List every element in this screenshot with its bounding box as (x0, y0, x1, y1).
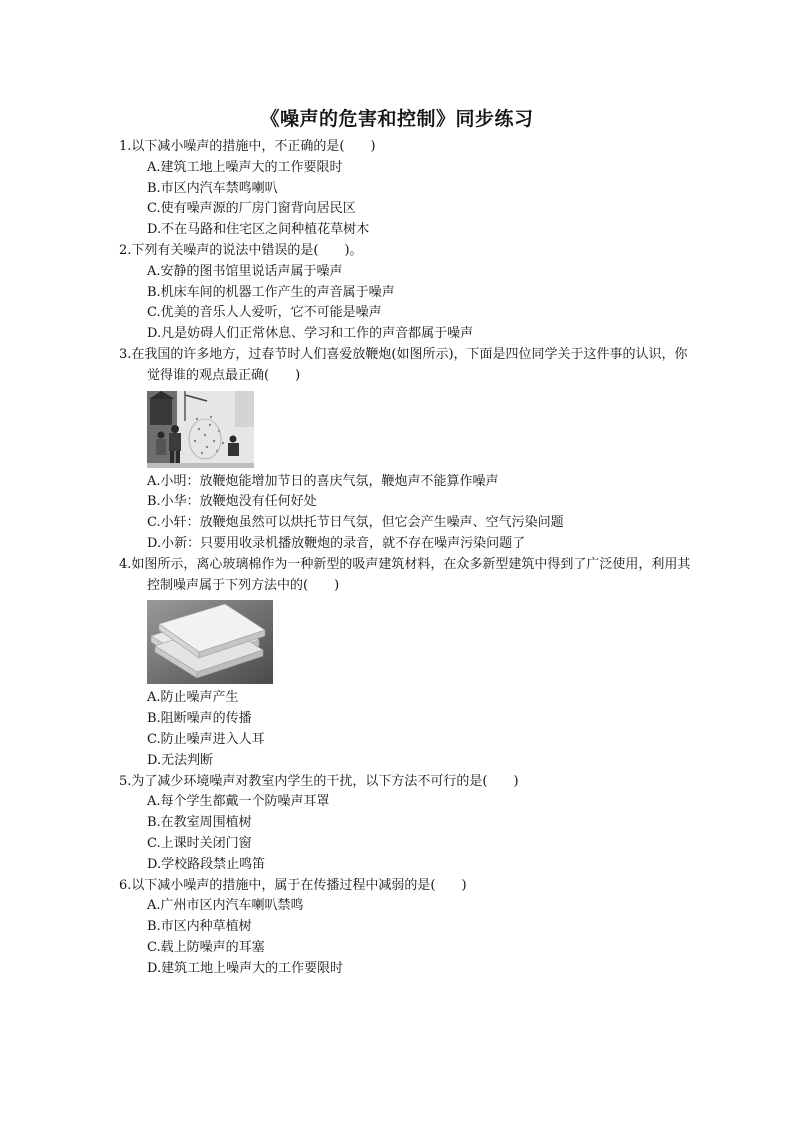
option-d: D.小新：只要用收录机播放鞭炮的录音，就不存在噪声污染问题了 (147, 535, 526, 551)
option-b: B.阻断噪声的传播 (147, 711, 252, 727)
question-stem: 3.在我国的许多地方，过春节时人们喜爱放鞭炮(如图所示)，下面是四位同学关于这件事的认识，你觉得谁的观点最正确( ) (119, 346, 688, 383)
option-b: B.机床车间的机器工作产生的声音属于噪声 (147, 284, 395, 300)
question-stem: 6.以下减小噪声的措施中，属于在传播过程中减弱的是( ) (119, 877, 467, 893)
option-d: D.学校路段禁止鸣笛 (147, 856, 266, 872)
option-c: C.上课时关闭门窗 (147, 835, 252, 851)
question-3 (119, 345, 699, 555)
firecracker-illustration (147, 391, 254, 468)
option-b: B.市区内汽车禁鸣喇叭 (147, 180, 278, 196)
glass-wool-figure (119, 600, 699, 684)
option-d: D.建筑工地上噪声大的工作要限时 (147, 960, 344, 976)
option-b: B.小华：放鞭炮没有任何好处 (147, 494, 317, 510)
option-a: A.建筑工地上噪声大的工作要限时 (147, 159, 343, 175)
option-b: B.市区内种草植树 (147, 919, 252, 935)
question-list (119, 137, 699, 980)
option-d: D.不在马路和住宅区之间种植花草树木 (147, 222, 370, 238)
question-stem: 2.下列有关噪声的说法中错误的是( )。 (119, 242, 363, 258)
question-stem: 1.以下减小噪声的措施中，不正确的是( ) (119, 139, 376, 154)
option-d: D.凡是妨碍人们正常休息、学习和工作的声音都属于噪声 (147, 326, 474, 342)
question-5 (119, 772, 699, 876)
option-c: C.使有噪声源的厂房门窗背向居民区 (147, 201, 356, 217)
page-title: 《噪声的危害和控制》同步练习 (260, 108, 534, 130)
option-a: A.安静的图书馆里说话声属于噪声 (147, 263, 343, 279)
question-1 (119, 137, 699, 241)
question-2 (119, 241, 699, 345)
question-stem: 5.为了减少环境噪声对教室内学生的干扰，以下方法不可行的是( ) (119, 773, 519, 789)
question-6 (119, 876, 699, 980)
option-a: A.每个学生都戴一个防噪声耳罩 (147, 794, 330, 810)
option-a: A.防止噪声产生 (147, 690, 239, 706)
option-b: B.在教室周围植树 (147, 815, 252, 831)
glass-wool-boards-illustration (147, 600, 273, 684)
option-d: D.无法判断 (147, 752, 214, 768)
firecracker-figure (119, 391, 699, 468)
option-c: C.优美的音乐人人爱听，它不可能是噪声 (147, 305, 382, 321)
option-c: C.防止噪声进入人耳 (147, 731, 265, 747)
question-stem: 4.如图所示，离心玻璃棉作为一种新型的吸声建筑材料，在众多新型建筑中得到了广泛使用，利用其控制噪声属于下列方法中的( ) (119, 556, 691, 593)
option-a: A.小明：放鞭炮能增加节日的喜庆气氛，鞭炮声不能算作噪声 (147, 473, 499, 489)
question-4 (119, 555, 699, 772)
option-c: C.载上防噪声的耳塞 (147, 939, 265, 955)
option-a: A.广州市区内汽车喇叭禁鸣 (147, 898, 304, 914)
option-c: C.小轩：放鞭炮虽然可以烘托节日气氛，但它会产生噪声、空气污染问题 (147, 515, 564, 531)
